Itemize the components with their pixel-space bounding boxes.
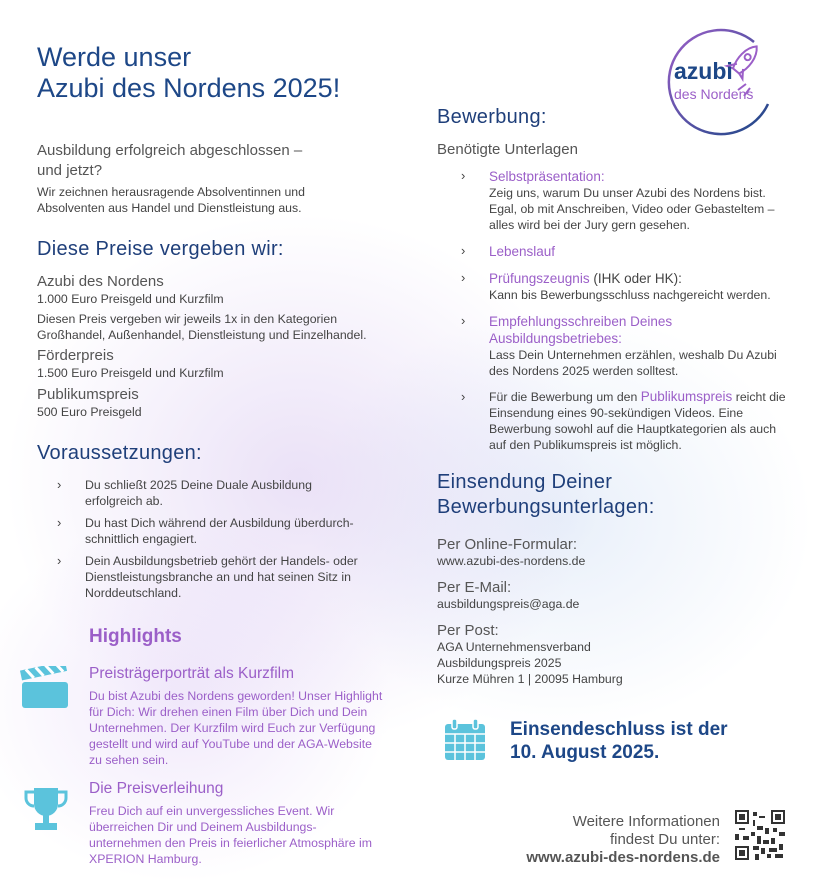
footer-info: Weitere Informationen findest Du unter: www.azubi-des-nordens.de (460, 813, 720, 867)
highlight-award-text: Freu Dich auf ein unvergessliches Event. Wir überreichen Dir und Deinem Ausbildungs-unternehmen den Preis in feierlicher Atmosphäre im XPERION Hamburg. (89, 804, 372, 866)
highlight-film-title: Preisträgerporträt als Kurzfilm (89, 665, 295, 682)
chevron-right-icon: › (57, 515, 62, 530)
prize-name: Publikumspreis (37, 386, 139, 403)
requirements-heading: Voraussetzungen: (37, 442, 202, 464)
highlight-award (89, 780, 389, 867)
list-item: › Prüfungszeugnis (IHK oder HK): Kann bis Bewerbungsschluss nachgereicht werden. (461, 270, 771, 302)
post-address-line: Ausbildungspreis 2025 (437, 656, 562, 670)
trophy-icon (22, 784, 70, 839)
prizes-section (37, 238, 417, 420)
chevron-right-icon: › (461, 389, 466, 404)
footer-url-link[interactable]: www.azubi-des-nordens.de (526, 849, 720, 866)
prize-note: Diesen Preis vergeben wir jeweils 1x in den Kategorien Großhandel, Außenhandel, Dienstleistung und Einzelhandel. (37, 312, 367, 342)
intro-heading: Ausbildung erfolgreich abgeschlossen – und jetzt? (37, 142, 303, 179)
requirements-section (37, 442, 397, 607)
list-item: › Lebenslauf (461, 243, 556, 259)
calendar-icon (443, 718, 487, 767)
prize-amount: 1.500 Euro Preisgeld und Kurzfilm (37, 366, 224, 380)
page-title: Werde unser Azubi des Nordens 2025! (37, 42, 341, 103)
logo-word-azubi: azubi (674, 58, 733, 84)
list-item: › Selbstpräsentation: Zeig uns, warum Du unser Azubi des Nordens bist. Egal, ob mit Anschreiben, Video oder Gebasteltem – alles wird bei der Jury gern gesehen. (461, 168, 775, 232)
chevron-right-icon: › (461, 243, 466, 258)
submission-section (437, 470, 807, 687)
qr-code (735, 810, 785, 860)
email-label: Per E-Mail: (437, 579, 512, 596)
chevron-right-icon: › (57, 553, 62, 568)
application-section (437, 106, 807, 459)
application-list (461, 168, 791, 453)
deadline-text: Einsendeschluss ist der 10. August 2025. (510, 719, 728, 763)
highlight-film-text: Du bist Azubi des Nordens geworden! Unser Highlight für Dich: Wir drehen einen Film über Dich und Dein Unternehmen. Der Kurzfilm wird Euch zur Verfügung gestellt und wird auf YouTube und der AGA-Website zu sehen sein. (89, 689, 383, 767)
requirements-list (57, 477, 367, 601)
post-address-line: AGA Unternehmensverband (437, 640, 591, 654)
online-label: Per Online-Formular: (437, 536, 578, 553)
chevron-right-icon: › (57, 477, 62, 492)
list-item: › Für die Bewerbung um den Publikumspreis reicht die Einsendung eines 90-sekündigen Videos. Eine Bewerbung sowohl auf die Hauptkategorien als auch auf den Publikumspreis ist möglich. (461, 389, 786, 452)
logo-word-nordens: des Nordens (674, 86, 754, 102)
email-link[interactable]: ausbildungspreis@aga.de (437, 597, 580, 611)
chevron-right-icon: › (461, 168, 466, 183)
prize-amount: 500 Euro Preisgeld (37, 405, 142, 419)
prize-amount: 1.000 Euro Preisgeld und Kurzfilm (37, 292, 224, 306)
highlight-award-title: Die Preisverleihung (89, 780, 224, 797)
application-subheading: Benötigte Unterlagen (437, 141, 578, 158)
chevron-right-icon: › (461, 313, 466, 328)
application-heading: Bewerbung: (437, 106, 547, 128)
prize-name: Azubi des Nordens (37, 273, 164, 290)
post-address-line: Kurze Mühren 1 | 20095 Hamburg (437, 672, 623, 686)
prize-name: Förderpreis (37, 347, 114, 364)
submission-heading: Einsendung Deiner Bewerbungsunterlagen: (437, 471, 655, 518)
prizes-heading: Diese Preise vergeben wir: (37, 238, 284, 260)
list-item: › Dein Ausbildungsbetrieb gehört der Handels- oder Dienstleistungsbranche an und hat seinen Sitz in Norddeutschland. (57, 553, 358, 600)
list-item: › Du hast Dich während der Ausbildung überdurch-schnittlich engagiert. (57, 515, 354, 546)
list-item: › Empfehlungsschreiben Deines Ausbildungsbetriebes: Lass Dein Unternehmen erzählen, weshalb Du Azubi des Nordens 2025 werden solltest. (461, 313, 777, 378)
list-item: › Du schließt 2025 Deine Duale Ausbildung erfolgreich ab. (57, 477, 312, 508)
intro-section (37, 141, 397, 216)
chevron-right-icon: › (461, 270, 466, 285)
clapperboard-icon (20, 666, 70, 715)
highlights-heading: Highlights (89, 626, 182, 647)
highlight-film (89, 665, 389, 768)
online-link[interactable]: www.azubi-des-nordens.de (437, 554, 586, 568)
post-label: Per Post: (437, 622, 499, 639)
intro-text: Wir zeichnen herausragende Absolventinnen und Absolventen aus Handel und Dienstleistung aus. (37, 185, 305, 215)
